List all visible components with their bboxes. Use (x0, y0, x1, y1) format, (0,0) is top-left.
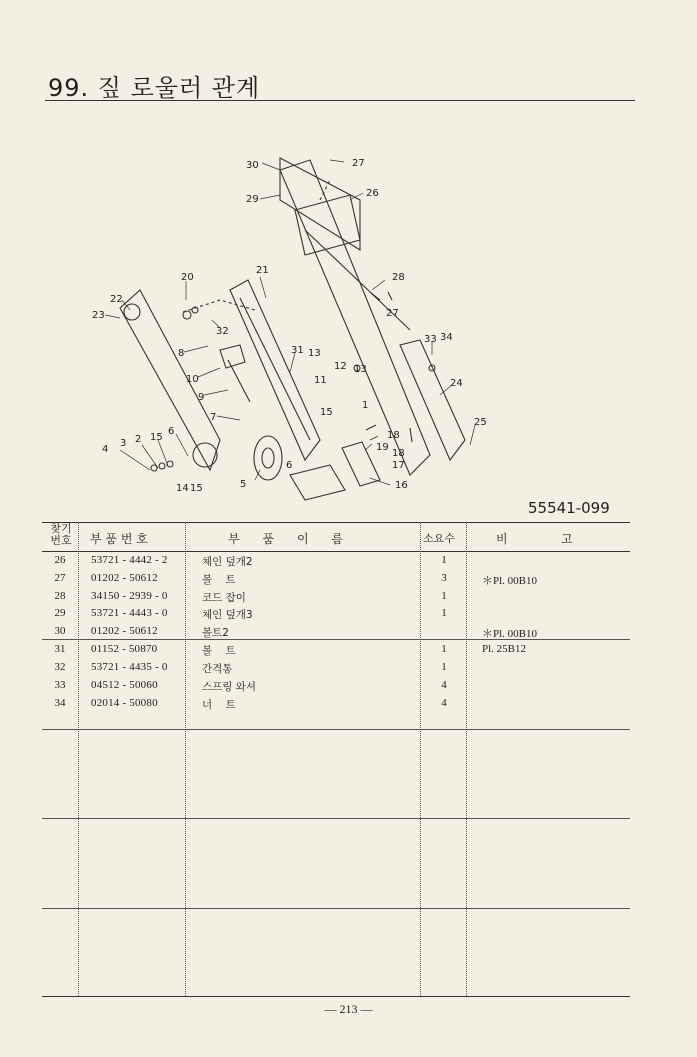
callout-number: 34 (440, 332, 453, 343)
row-part-number: 53721 - 4443 - 0 (91, 607, 168, 619)
table-row (42, 572, 630, 590)
callout-number: 2 (135, 434, 142, 445)
row-part-number: 34150 - 2939 - 0 (91, 590, 168, 602)
row-qty: 1 (441, 590, 447, 602)
callout-number: 28 (392, 272, 405, 283)
callout-number: 3 (120, 438, 127, 449)
callout-number: 25 (474, 417, 487, 428)
table-row (42, 590, 630, 608)
header-bottom-rule (42, 551, 630, 552)
callout-number: 33 (424, 334, 437, 345)
row-part-number: 01152 - 50870 (91, 643, 158, 655)
table-row (42, 554, 630, 572)
row-part-name: 체인 덮개3 (202, 609, 253, 621)
callout-number: 14 (176, 483, 189, 494)
row-qty: 1 (441, 554, 447, 566)
callout-number: 20 (181, 272, 194, 283)
chain-cover-26 (280, 158, 360, 250)
header-find-number (46, 523, 76, 547)
callout-number: 5 (240, 479, 247, 490)
callout-number: 16 (395, 480, 408, 491)
callout-number: 23 (92, 310, 105, 321)
callout-number: 31 (291, 345, 304, 356)
row-find-number: 29 (54, 607, 66, 619)
row-part-number: 01202 - 50612 (91, 625, 158, 637)
callout-number: 6 (286, 460, 293, 471)
callout-number: 18 (387, 430, 400, 441)
row-part-number: 01202 - 50612 (91, 572, 158, 584)
callout-number: 11 (314, 375, 327, 386)
row-qty: 4 (441, 679, 447, 691)
table-row (42, 661, 630, 679)
model-code: 55541-099 (528, 499, 610, 517)
row-part-name: 코드 잡이 (202, 592, 246, 604)
callout-number: 13 (308, 348, 321, 359)
header-remarks: 비 고 (496, 532, 573, 546)
row-part-name: 볼 트 (202, 645, 236, 657)
callout-number: 18 (392, 448, 405, 459)
title-underline (45, 100, 635, 101)
callout-number: 4 (102, 444, 109, 455)
callout-number: 15 (150, 432, 163, 443)
table-row (42, 697, 630, 715)
table-row (42, 679, 630, 697)
callout-number: 27 (386, 308, 399, 319)
row-part-name: 간격통 (202, 663, 233, 675)
row-part-number: 02014 - 50080 (91, 697, 158, 709)
table-row (42, 625, 630, 643)
table-top-rule (42, 522, 630, 523)
row-qty: 3 (441, 572, 447, 584)
callout-number: 24 (450, 378, 463, 389)
callout-number: 27 (352, 158, 365, 169)
callout-number: 1 (362, 400, 369, 411)
header-part-name: 부 품 이 름 (228, 532, 344, 546)
row-find-number: 32 (54, 661, 66, 673)
row-part-name: 체인 덮개2 (202, 556, 253, 568)
page-title: 99. 짚 로울러 관계 (48, 74, 261, 102)
row-part-number: 04512 - 50060 (91, 679, 158, 691)
row-qty: 1 (441, 661, 447, 673)
parts-table (42, 522, 630, 1002)
callout-number: 30 (246, 160, 259, 171)
callout-number: 29 (246, 194, 259, 205)
callout-number: 26 (366, 188, 379, 199)
row-find-number: 34 (54, 697, 66, 709)
row-qty: 1 (441, 643, 447, 655)
callout-number: 12 (334, 361, 347, 372)
callout-number: 21 (256, 265, 269, 276)
exploded-parts-diagram (80, 140, 520, 510)
row-qty: 4 (441, 697, 447, 709)
header-qty: 소요수 (423, 532, 455, 545)
row-qty: 1 (441, 607, 447, 619)
callout-number: 10 (186, 374, 199, 385)
row-group-rule (42, 729, 630, 730)
row-find-number: 31 (54, 643, 66, 655)
rear-frame (280, 160, 430, 475)
callout-number: 15 (320, 407, 333, 418)
chain-cover-24 (400, 340, 465, 460)
row-group-rule (42, 818, 630, 819)
row-find-number: 27 (54, 572, 66, 584)
header-find-number-line2: 번호 (50, 534, 72, 547)
callout-number: 6 (168, 426, 175, 437)
row-part-name: 너 트 (202, 699, 236, 711)
row-find-number: 33 (54, 679, 66, 691)
row-part-name: 스프링 와셔 (202, 681, 257, 693)
callout-number: 32 (216, 326, 229, 337)
table-row (42, 643, 630, 661)
header-find-number-line1: 찾기 (50, 522, 72, 535)
row-find-number: 30 (54, 625, 66, 637)
row-part-number: 53721 - 4442 - 2 (91, 554, 168, 566)
row-part-name: 볼트2 (202, 627, 229, 639)
row-group-rule (42, 908, 630, 909)
callout-number: 22 (110, 294, 123, 305)
callout-number: 19 (376, 442, 389, 453)
table-bottom-rule (42, 996, 630, 997)
callout-numbers (92, 158, 487, 494)
table-row (42, 607, 630, 625)
callout-number: 8 (178, 348, 185, 359)
callout-number: 15 (190, 483, 203, 494)
callout-number: 13 (354, 364, 367, 375)
callout-number: 9 (198, 392, 205, 403)
callout-number: 17 (392, 460, 405, 471)
callout-number: 7 (210, 412, 217, 423)
row-find-number: 26 (54, 554, 66, 566)
row-part-name: 볼 트 (202, 574, 236, 586)
row-remarks: ＊Pl. 00B10 (482, 628, 538, 640)
row-remarks: Pl. 25B12 (482, 643, 527, 655)
row-find-number: 28 (54, 590, 66, 602)
row-remarks: ＊Pl. 00B10 (482, 575, 538, 587)
page-number: — 213 — (324, 1002, 373, 1016)
header-part-number: 부 품 번 호 (90, 532, 148, 546)
row-part-number: 53721 - 4435 - 0 (91, 661, 168, 673)
